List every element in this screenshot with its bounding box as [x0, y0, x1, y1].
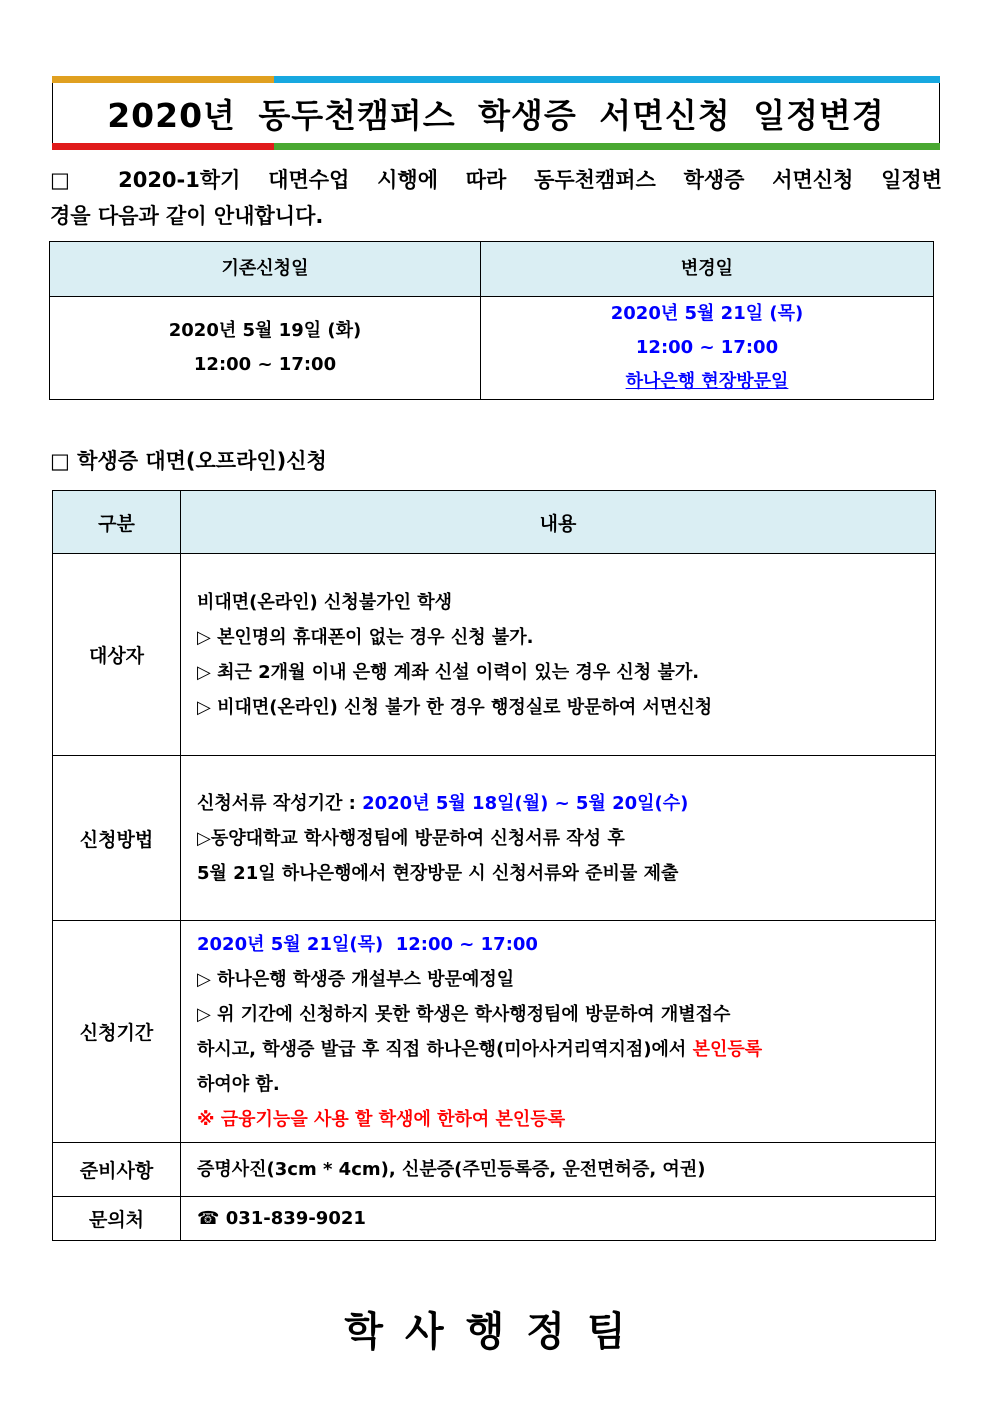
contact-phone: 031-839-9021: [225, 1208, 366, 1229]
intro-line-2: 경을 다음과 같이 안내합니다.: [50, 204, 324, 228]
target-line-1: 비대면(온라인) 신청불가인 학생: [197, 591, 453, 613]
label-method: 신청방법: [53, 756, 181, 921]
content-period: [181, 921, 936, 1143]
section2-heading: [50, 443, 327, 479]
changed-date-cell: [481, 297, 934, 400]
intro-line-1: [50, 162, 942, 198]
content-target: [181, 554, 936, 756]
title-top-bar: [52, 76, 940, 83]
content-contact: [181, 1197, 936, 1241]
row-target: [53, 554, 936, 756]
period-line-6: ※ 금융기능을 사용 할 학생에 한하여 본인등록: [197, 1108, 566, 1130]
period-line-5: 하여야 함.: [197, 1073, 280, 1095]
header-category: 구분: [53, 491, 181, 554]
header-original-date: 기존신청일: [50, 242, 481, 297]
section2-title: 학생증 대면(오프라인)신청: [77, 449, 327, 473]
title-frame: [52, 83, 940, 143]
footer-department: 학사행정팀: [344, 1309, 648, 1355]
intro-text-1: 2020-1학기 대면수업 시행에 따라 동두천캠퍼스 학생증 서면신청 일정변: [118, 168, 942, 192]
page-title: 2020년 동두천캠퍼스 학생증 서면신청 일정변경: [107, 95, 885, 135]
label-period: 신청기간: [53, 921, 181, 1143]
row-period: [53, 921, 936, 1143]
detail-header-row: [53, 491, 936, 554]
label-prep: 준비사항: [53, 1143, 181, 1197]
target-line-4: ▷ 비대면(온라인) 신청 불가 한 경우 행정실로 방문하여 서면신청: [197, 696, 713, 718]
phone-icon: ☎: [197, 1208, 220, 1229]
period-line-3: ▷ 위 기간에 신청하지 못한 학생은 학사행정팀에 방문하여 개별접수: [197, 1003, 731, 1025]
changed-time: 12:00 ~ 17:00: [635, 337, 779, 358]
original-date: 2020년 5월 19일 (화): [168, 320, 362, 341]
method-line-2: ▷동양대학교 학사행정팀에 방문하여 신청서류 작성 후: [197, 827, 625, 849]
row-method: [53, 756, 936, 921]
title-bar-red: [52, 143, 274, 150]
original-date-cell: [50, 297, 481, 400]
checkbox-icon: □: [50, 168, 91, 192]
period-line-4: [197, 1032, 935, 1067]
changed-date: 2020년 5월 21일 (목): [610, 303, 804, 324]
intro-paragraph: [50, 162, 942, 234]
title-bar-blue: [274, 76, 940, 83]
title-bottom-bar: [52, 143, 940, 150]
header-changed-date: 변경일: [481, 242, 934, 297]
method-period: 2020년 5월 18일(월) ~ 5월 20일(수): [362, 792, 689, 814]
content-method: [181, 756, 936, 921]
original-time: 12:00 ~ 17:00: [193, 354, 337, 375]
period-line-4-highlight: 본인등록: [692, 1038, 763, 1060]
period-line-2: ▷ 하나은행 학생증 개설부스 방문예정일: [197, 968, 515, 990]
target-line-2: ▷ 본인명의 휴대폰이 없는 경우 신청 불가.: [197, 626, 534, 648]
method-line-1: [197, 786, 935, 821]
period-line-1: 2020년 5월 21일(목) 12:00 ~ 17:00: [197, 933, 538, 955]
schedule-table: [49, 241, 934, 400]
schedule-header-row: [50, 242, 934, 297]
row-prep: [53, 1143, 936, 1197]
changed-place-link[interactable]: 하나은행 현장방문일: [625, 371, 789, 392]
label-contact: 문의처: [53, 1197, 181, 1241]
schedule-row: [50, 297, 934, 400]
target-line-3: ▷ 최근 2개월 이내 은행 계좌 신설 이력이 있는 경우 신청 불가.: [197, 661, 700, 683]
title-bar-orange: [52, 76, 274, 83]
method-period-label: 신청서류 작성기간 :: [197, 792, 363, 814]
content-prep: 증명사진(3cm * 4cm), 신분증(주민등록증, 운전면허증, 여권): [181, 1143, 936, 1197]
row-contact: [53, 1197, 936, 1241]
period-line-4-text: 하시고, 학생증 발급 후 직접 하나은행(미아사거리역지점)에서: [197, 1038, 693, 1060]
method-line-3: 5월 21일 하나은행에서 현장방문 시 신청서류와 준비물 제출: [197, 862, 679, 884]
label-target: 대상자: [53, 554, 181, 756]
title-bar-green: [274, 143, 940, 150]
title-box: [52, 76, 940, 150]
header-content: 내용: [181, 491, 936, 554]
detail-table: [52, 490, 936, 1241]
checkbox-icon: □: [50, 449, 70, 473]
